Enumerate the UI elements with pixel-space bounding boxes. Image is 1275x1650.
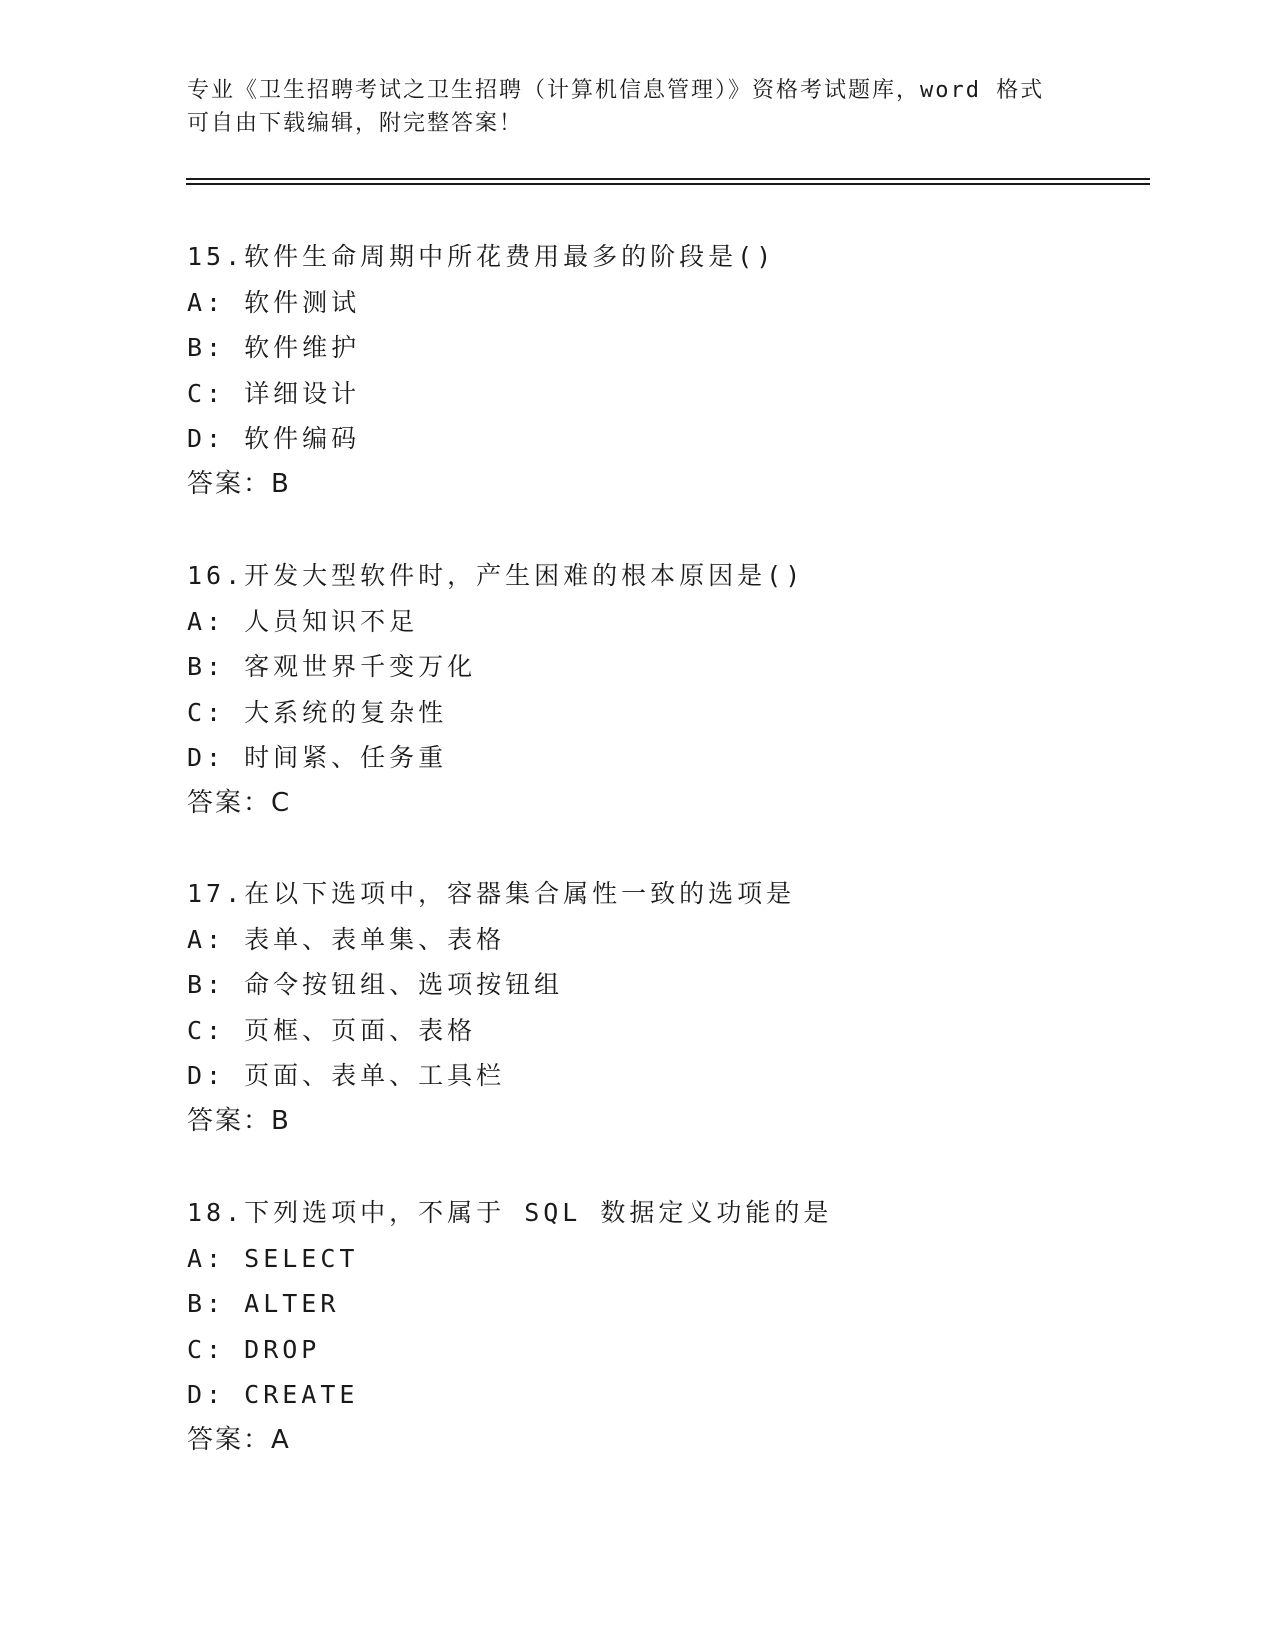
header-line-2: 可自由下载编辑，附完整答案！ <box>187 111 524 136</box>
question-stem: 15.软件生命周期中所花费用最多的阶段是() <box>187 242 776 271</box>
answer-key: 答案：C <box>187 787 292 818</box>
question-stem: 18.下列选项中，不属于 SQL 数据定义功能的是 <box>187 1198 833 1227</box>
option-b: B: 客观世界千变万化 <box>187 652 477 681</box>
option-c: C: 页框、页面、表格 <box>187 1015 477 1045</box>
header-divider-bottom <box>186 183 1150 185</box>
question-block <box>187 234 1087 507</box>
header-line-1: 专业《卫生招聘考试之卫生招聘（计算机信息管理）》资格考试题库，word 格式 <box>187 78 1045 103</box>
option-a: A: SELECT <box>187 1243 359 1273</box>
question-block <box>187 871 1087 1144</box>
option-a: A: 人员知识不足 <box>187 606 419 636</box>
option-d: D: CREATE <box>187 1380 359 1409</box>
answer-key: 答案：A <box>187 1424 291 1455</box>
option-d: D: 软件编码 <box>187 424 361 453</box>
answer-key: 答案：B <box>187 468 291 499</box>
question-block <box>187 553 1087 826</box>
question-stem: 16.开发大型软件时，产生困难的根本原因是() <box>187 561 805 590</box>
question-block <box>187 1190 1087 1463</box>
option-b: B: 软件维护 <box>187 333 361 362</box>
document-header <box>187 74 1087 140</box>
option-c: C: 详细设计 <box>187 378 361 408</box>
answer-key: 答案：B <box>187 1105 291 1136</box>
option-c: C: DROP <box>187 1334 321 1364</box>
option-b: B: 命令按钮组、选项按钮组 <box>187 970 564 999</box>
option-c: C: 大系统的复杂性 <box>187 697 448 727</box>
header-divider-top <box>186 178 1150 180</box>
option-a: A: 表单、表单集、表格 <box>187 924 506 954</box>
option-b: B: ALTER <box>187 1289 340 1318</box>
question-stem: 17.在以下选项中，容器集合属性一致的选项是 <box>187 879 796 908</box>
option-d: D: 时间紧、任务重 <box>187 743 448 772</box>
option-a: A: 软件测试 <box>187 287 361 317</box>
option-d: D: 页面、表单、工具栏 <box>187 1061 506 1090</box>
